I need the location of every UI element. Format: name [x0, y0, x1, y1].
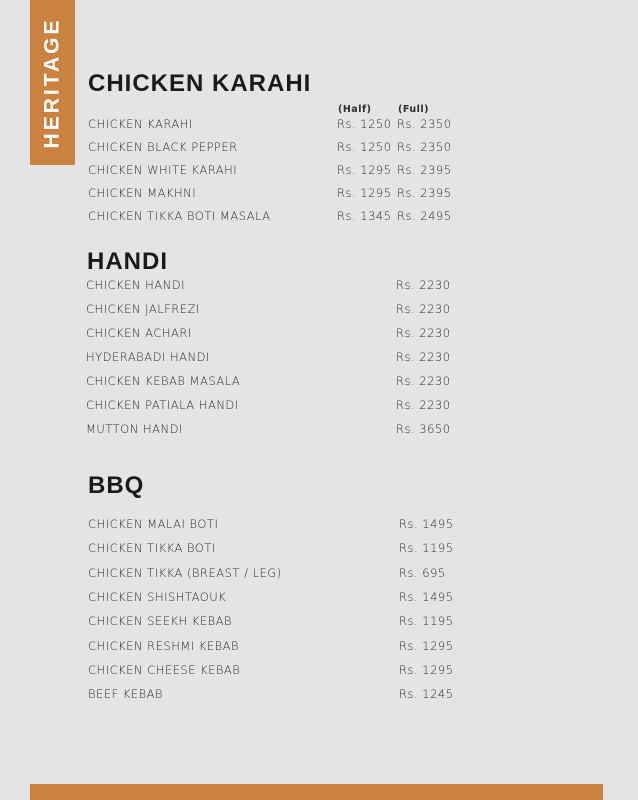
item-name: CHICKEN CHEESE KEBAB [88, 663, 241, 677]
menu-item [0, 374, 638, 394]
item-price: Rs. 1295 [399, 663, 454, 677]
item-price-half: Rs. 1295 [337, 163, 392, 177]
item-name: BEEF KEBAB [88, 687, 164, 701]
item-price-half: Rs. 1250 [337, 117, 392, 131]
section-title-handi: HANDI [87, 248, 168, 275]
menu-item [0, 209, 638, 229]
item-name: CHICKEN HANDI [86, 278, 186, 292]
item-name: CHICKEN JALFREZI [86, 302, 200, 316]
item-price-half: Rs. 1345 [337, 209, 392, 223]
menu-item [0, 140, 638, 160]
item-price: Rs. 1245 [399, 687, 454, 701]
item-name: CHICKEN ACHARI [86, 326, 192, 340]
item-price: Rs. 1495 [399, 517, 454, 531]
menu-item [0, 302, 638, 322]
item-price: Rs. 2230 [396, 398, 451, 412]
item-name: CHICKEN TIKKA BOTI [88, 541, 216, 555]
menu-item [0, 590, 638, 610]
menu-item [0, 566, 638, 586]
menu-item [0, 350, 638, 370]
item-price: Rs. 1195 [399, 614, 454, 628]
section-title-bbq: BBQ [88, 472, 145, 499]
menu-item [0, 614, 638, 634]
menu-item [0, 422, 638, 442]
item-price: Rs. 2230 [396, 302, 451, 316]
footer-bar [30, 784, 603, 800]
item-name: CHICKEN MALAI BOTI [88, 517, 219, 531]
menu-item [0, 663, 638, 683]
column-header-half: (Half) [338, 104, 372, 115]
item-price-full: Rs. 2395 [397, 163, 452, 177]
item-price: Rs. 1195 [399, 541, 454, 555]
item-price-half: Rs. 1295 [337, 186, 392, 200]
item-price-half: Rs. 1250 [337, 140, 392, 154]
menu-item [0, 517, 638, 537]
item-price: Rs. 695 [399, 566, 446, 580]
item-price-full: Rs. 2350 [397, 117, 452, 131]
item-name: CHICKEN KEBAB MASALA [86, 374, 241, 388]
menu-item [0, 326, 638, 346]
item-price-full: Rs. 2495 [397, 209, 452, 223]
menu-item [0, 278, 638, 298]
item-name: CHICKEN WHITE KARAHI [88, 163, 238, 177]
item-name: CHICKEN TIKKA BOTI MASALA [88, 209, 271, 223]
menu-item [0, 541, 638, 561]
item-name: CHICKEN KARAHI [88, 117, 193, 131]
section-title-chicken-karahi: CHICKEN KARAHI [88, 70, 312, 97]
menu-item [0, 117, 638, 137]
item-price-full: Rs. 2395 [397, 186, 452, 200]
menu-item [0, 186, 638, 206]
item-price: Rs. 1495 [399, 590, 454, 604]
item-price: Rs. 3650 [396, 422, 451, 436]
item-name: CHICKEN BLACK PEPPER [88, 140, 238, 154]
item-name: CHICKEN PATIALA HANDI [86, 398, 239, 412]
item-price: Rs. 2230 [396, 374, 451, 388]
menu-item [0, 398, 638, 418]
item-name: CHICKEN MAKHNI [88, 186, 197, 200]
column-header-full: (Full) [398, 104, 429, 115]
menu-item [0, 687, 638, 707]
item-price: Rs. 1295 [399, 639, 454, 653]
item-name: HYDERABADI HANDI [86, 350, 210, 364]
item-name: CHICKEN TIKKA (BREAST / LEG) [88, 566, 282, 580]
item-price: Rs. 2230 [396, 350, 451, 364]
item-name: CHICKEN SEEKH KEBAB [88, 614, 233, 628]
menu-item [0, 163, 638, 183]
menu-item [0, 639, 638, 659]
brand-label: HERITAGE [40, 17, 64, 148]
item-name: CHICKEN RESHMI KEBAB [88, 639, 240, 653]
item-name: MUTTON HANDI [86, 422, 183, 436]
item-price: Rs. 2230 [396, 278, 451, 292]
item-name: CHICKEN SHISHTAOUK [88, 590, 227, 604]
item-price-full: Rs. 2350 [397, 140, 452, 154]
item-price: Rs. 2230 [396, 326, 451, 340]
